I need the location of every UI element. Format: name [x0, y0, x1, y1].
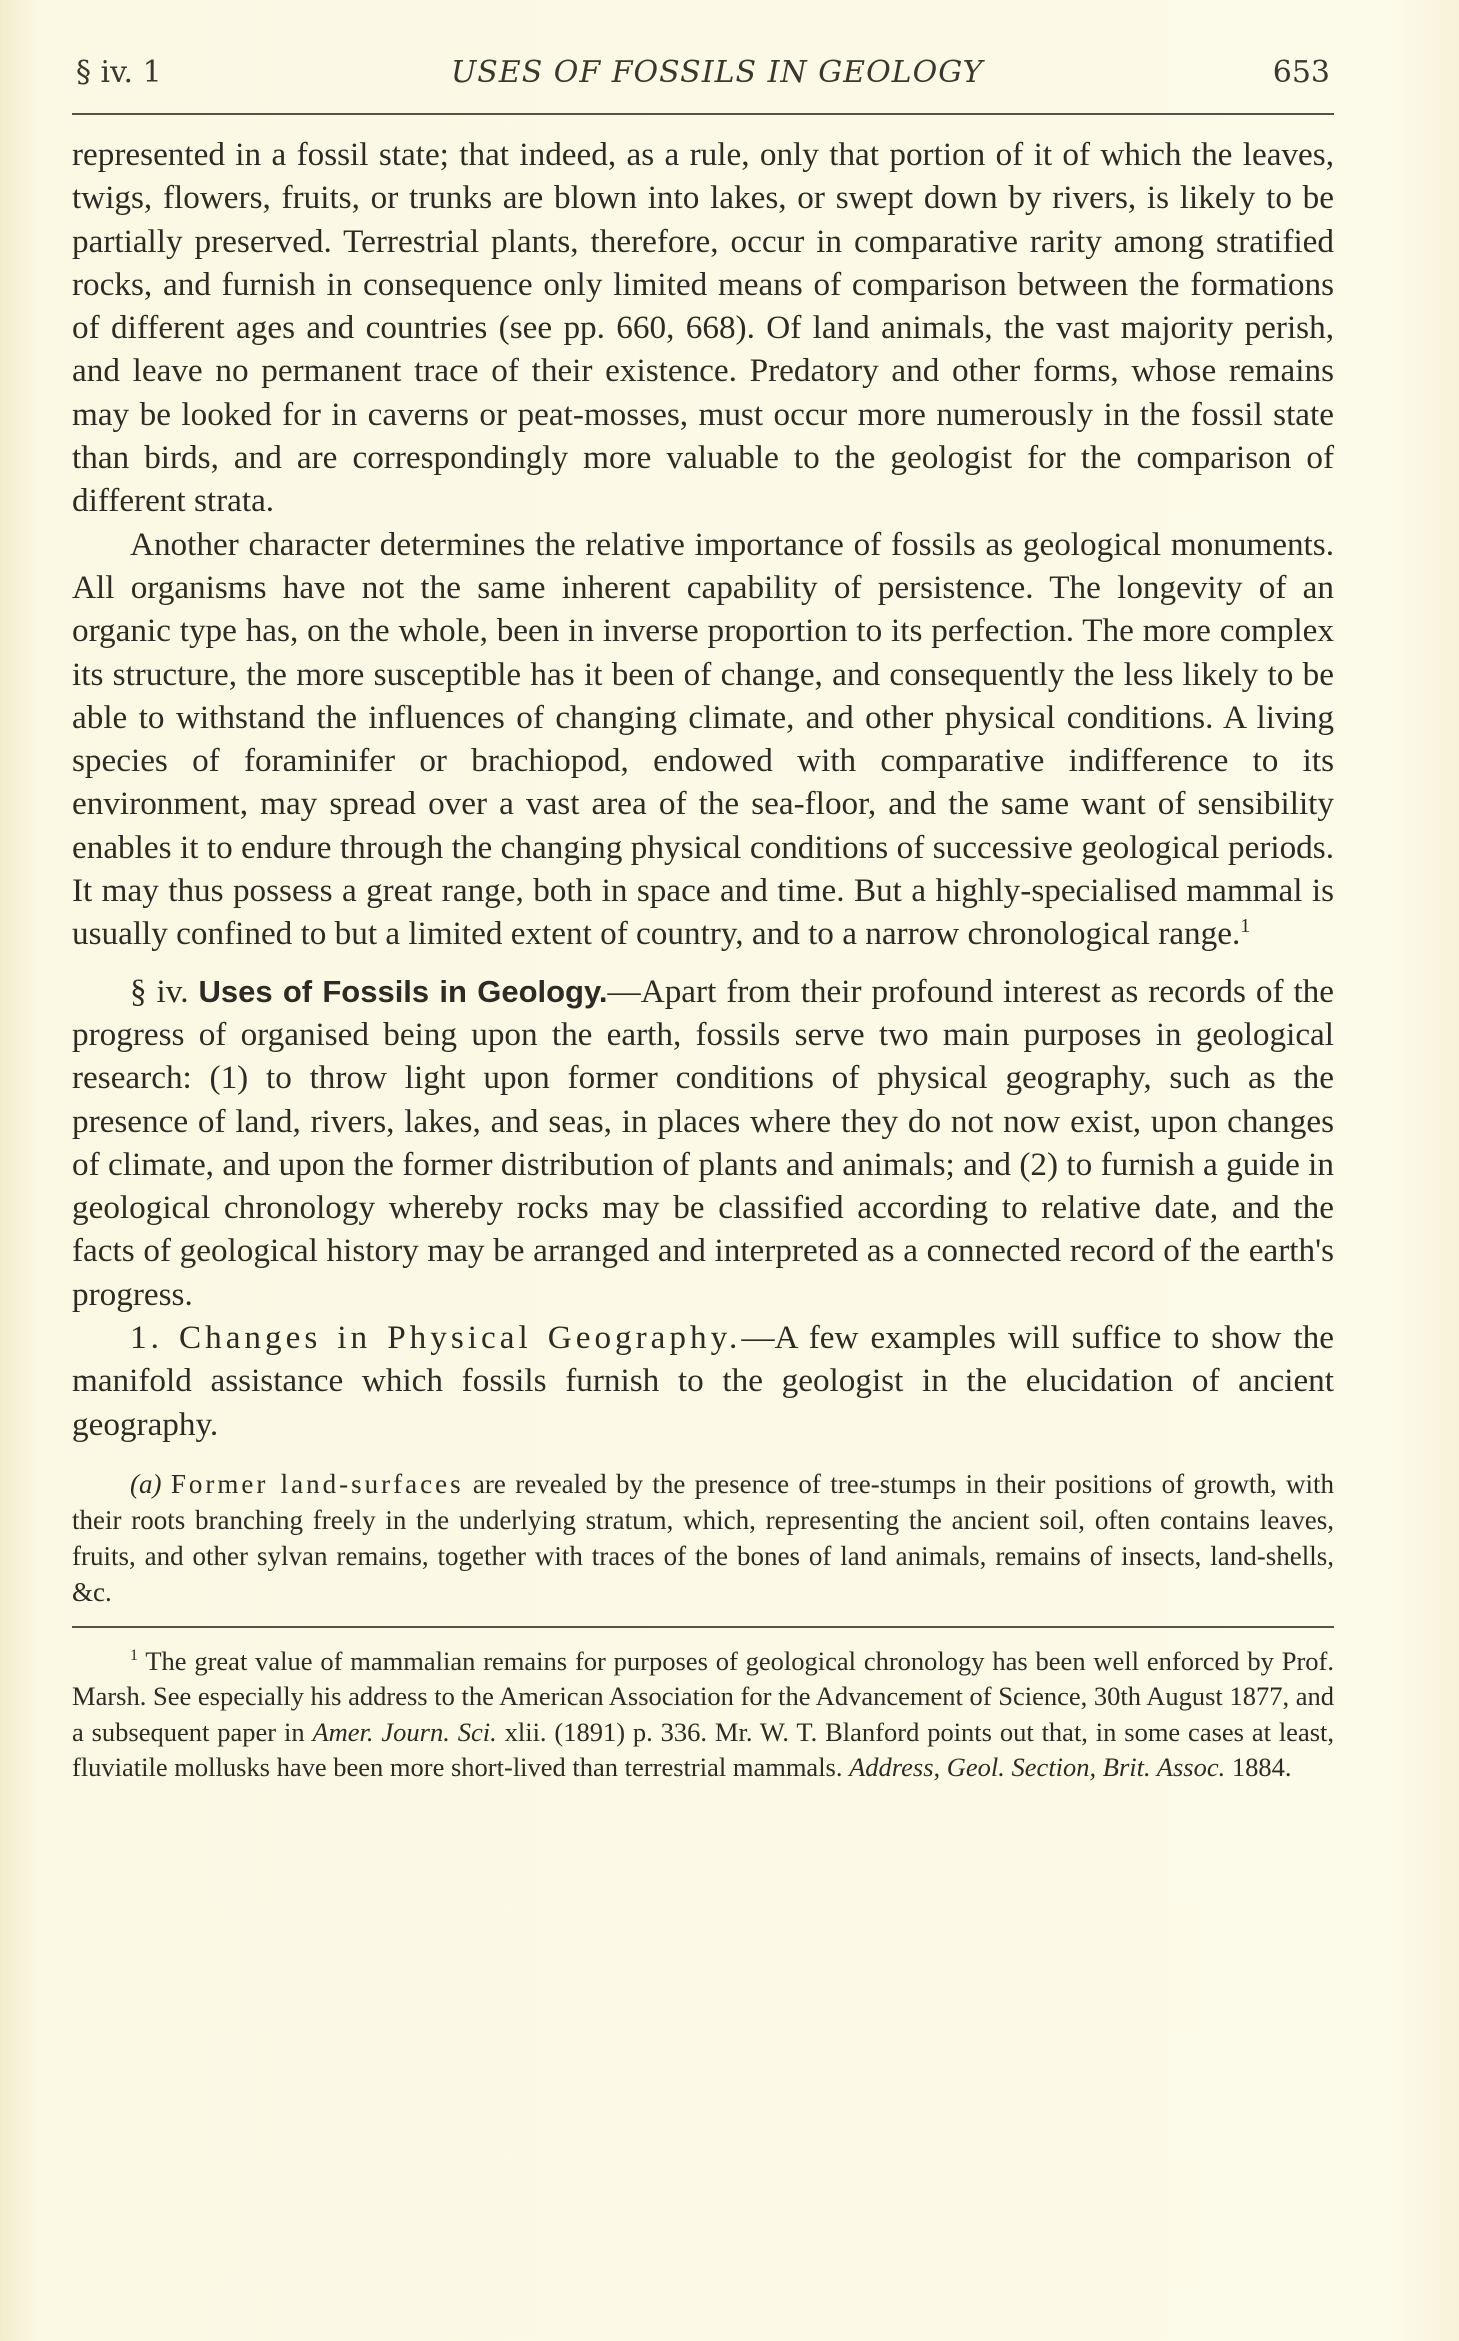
section-reference: § iv. 1	[76, 55, 162, 90]
section-mark: § iv.	[130, 972, 189, 1010]
item-term: Former land-surfaces	[170, 1468, 464, 1499]
page-number: 653	[1272, 55, 1330, 90]
citation-journal: Amer. Journ. Sci.	[312, 1716, 497, 1747]
paragraph-longevity	[72, 523, 1334, 956]
footnote-rule	[72, 1626, 1334, 1628]
paragraph-text: are revealed by the presence of tree-stumps in their positions of growth, with their roots branching freely in the underlying stratum, which, representing the ancient soil, often contains leaves, fruits, and other sylvan remains, together with traces of the bones of land animals, remains of insects, land-shells, &c.	[72, 1468, 1334, 1607]
footnote-ref[interactable]: 1	[1240, 915, 1251, 938]
paragraph-text: Another character determines the relative importance of fossils as geological monuments. All organisms have not the same inherent capability of persistence. The longevity of an organic type has, on the whole, been in inverse proportion to its perfection. The more complex its structure, the more susceptible has it been of change, and consequently the less likely to be able to withstand the influences of changing climate, and other physical conditions. A living species of foraminifer or brachiopod, endowed with comparative indifference to its environment, may spread over a vast area of the sea-floor, and the same want of sensibility enables it to endure through the changing physical conditions of successive geological periods. It may thus possess a great range, both in space and time. But a highly-specialised mammal is usually confined to but a limited extent of country, and to a narrow chronological range.	[72, 525, 1334, 953]
paragraph-land-surfaces	[72, 1466, 1334, 1610]
footnote-text: 1884.	[1231, 1752, 1292, 1783]
subsection-heading: 1. Changes in Physical Geography.	[130, 1319, 742, 1357]
footnote-text: The great value of mammalian remains for purposes of geological chronology has been well enforced by Prof. Marsh. See especially his address to the American Association for the Advancement of Science, 30th August 1877, and a subsequent paper in	[72, 1645, 1334, 1747]
header-rule	[72, 113, 1334, 115]
item-label: (a)	[130, 1468, 162, 1499]
citation-address: Address, Geol. Section, Brit. Assoc.	[849, 1752, 1226, 1783]
section-heading: Uses of Fossils in Geology.	[198, 973, 608, 1009]
paragraph-physical-geography	[72, 1316, 1334, 1446]
running-title: USES OF FOSSILS IN GEOLOGY	[450, 55, 984, 90]
body-text	[72, 133, 1334, 1446]
paragraph-continued: represented in a fossil state; that indeed, as a rule, only that portion of it of which the leaves, twigs, flowers, fruits, or trunks are blown into lakes, or swept down by rivers, is likely to be partially preserved. Terrestrial plants, therefore, occur in comparative rarity among stratified rocks, and furnish in consequence only limited means of comparison between the formations of different ages and countries (see pp. 660, 668). Of land animals, the vast majority perish, and leave no permanent trace of their existence. Predatory and other forms, whose remains may be looked for in caverns or peat-mosses, must occur more numerously in the fossil state than birds, and are correspondingly more valuable to the geologist for the comparison of different strata.	[72, 136, 1334, 520]
footnote-text: xlii. (1891) p. 336. Mr. W. T. Blanford points out that, in some cases at least, fluviatile mollusks have been more short-lived than terrestrial mammals.	[72, 1716, 1335, 1783]
paragraph-text: —Apart from their profound interest as records of the progress of organised being upon the earth, fossils serve two main purposes in geological research: (1) to throw light upon former conditions of physical geography, such as the presence of land, rivers, lakes, and seas, in places where they do not now exist, upon changes of climate, and upon the former distribution of plants and animals; and (2) to furnish a guide in geological chronology whereby rocks may be classified according to relative date, and the facts of geological history may be arranged and interpreted as a connected record of the earth's progress.	[72, 972, 1335, 1313]
footnote	[72, 1644, 1334, 1786]
paragraph-text: —A few examples will suffice to show the manifold assistance which fossils furnish to the geologist in the elucidation of ancient geography.	[72, 1319, 1334, 1443]
book-page	[72, 55, 1334, 1786]
paragraph-uses-of-fossils	[72, 970, 1334, 1316]
footnote-marker: 1	[130, 1647, 138, 1665]
running-head	[72, 55, 1334, 99]
